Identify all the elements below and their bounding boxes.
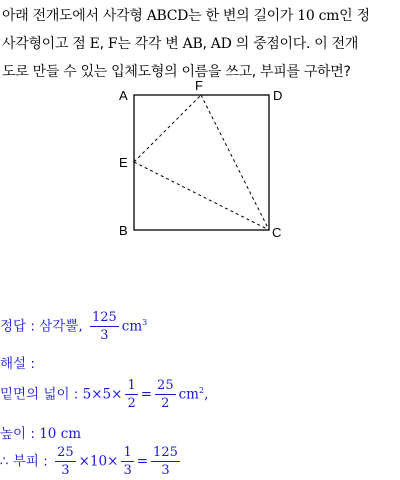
volume-expression: ×10× — [78, 453, 119, 470]
net-diagram — [108, 80, 298, 240]
question-text-part: 도로 만들 수 있는 입체도형의 이름을 쓰고, 부피를 구하면? — [2, 64, 351, 80]
volume-line — [0, 444, 183, 479]
square-abcd — [134, 95, 269, 230]
answer-fraction — [90, 309, 119, 344]
fraction-denominator: 3 — [100, 328, 109, 343]
equals-sign: = — [140, 386, 153, 403]
fraction-numerator: 125 — [153, 445, 178, 460]
question-text-part: 는 각각 변 — [117, 36, 183, 52]
label-b: B — [119, 223, 128, 238]
question-text-part: 인 정 — [339, 8, 370, 24]
volume-label: ∴ 부피 : — [0, 453, 53, 470]
label-f: F — [195, 80, 203, 93]
question-line-1 — [2, 2, 398, 30]
fraction-denominator: 2 — [161, 396, 170, 411]
height-line — [0, 422, 81, 442]
side-ad: AD — [210, 36, 232, 52]
fraction-numerator: 125 — [91, 310, 117, 325]
question-text-part: 의 중점이다. 이 전개 — [231, 36, 359, 52]
base-area-label: 밑면의 넓이 : — [0, 386, 83, 403]
side-ab: AB — [182, 36, 203, 52]
base-area-expression: 5×5× — [82, 386, 123, 403]
label-e: E — [119, 155, 128, 170]
fraction-numerator: 25 — [157, 378, 174, 393]
side-length: 10 cm — [297, 8, 340, 24]
answer-unit: cm — [121, 318, 143, 335]
square-name: ABCD — [146, 8, 189, 24]
unit-exponent: 2 — [198, 386, 205, 395]
fold-line-ec — [134, 162, 269, 230]
fold-line-fc — [201, 95, 269, 230]
point-e: E — [89, 36, 100, 52]
fraction-base-area — [155, 377, 176, 412]
height-label: 높이 : — [0, 426, 40, 442]
label-c: C — [272, 225, 282, 240]
fraction-volume-result — [151, 444, 180, 479]
fraction-one-third — [121, 444, 133, 479]
answer-line — [0, 309, 147, 344]
comma: , — [99, 36, 108, 52]
fraction-denominator: 3 — [123, 463, 132, 478]
height-value: 10 cm — [39, 426, 82, 442]
fraction-numerator: 25 — [57, 445, 74, 460]
fold-line-ef — [134, 95, 201, 162]
label-a: A — [119, 88, 128, 103]
point-f: F — [107, 36, 118, 52]
fraction-denominator: 3 — [61, 463, 70, 478]
comma: , — [204, 386, 209, 403]
fraction-numerator: 1 — [127, 378, 136, 393]
label-d: D — [273, 88, 283, 103]
question-text — [2, 2, 398, 86]
base-area-line — [0, 377, 208, 412]
unit-exponent: 3 — [142, 318, 148, 327]
fraction-numerator: 1 — [123, 445, 132, 460]
fraction-25-3 — [55, 444, 76, 479]
fraction-one-half — [125, 377, 137, 412]
base-area-unit: cm — [178, 386, 199, 403]
fraction-denominator: 2 — [127, 396, 136, 411]
question-text-part: 사각형이고 점 — [2, 36, 90, 52]
question-text-part: 는 한 변의 길이가 — [188, 8, 298, 24]
fraction-denominator: 3 — [161, 463, 170, 478]
question-text-part: 아래 전개도에서 사각형 — [2, 8, 147, 24]
question-line-2 — [2, 30, 398, 58]
explanation-label: 해설 : — [0, 356, 35, 372]
equals-sign: = — [136, 453, 149, 470]
comma: , — [202, 36, 211, 52]
answer-label: 정답 : 삼각뿔, — [0, 318, 83, 335]
